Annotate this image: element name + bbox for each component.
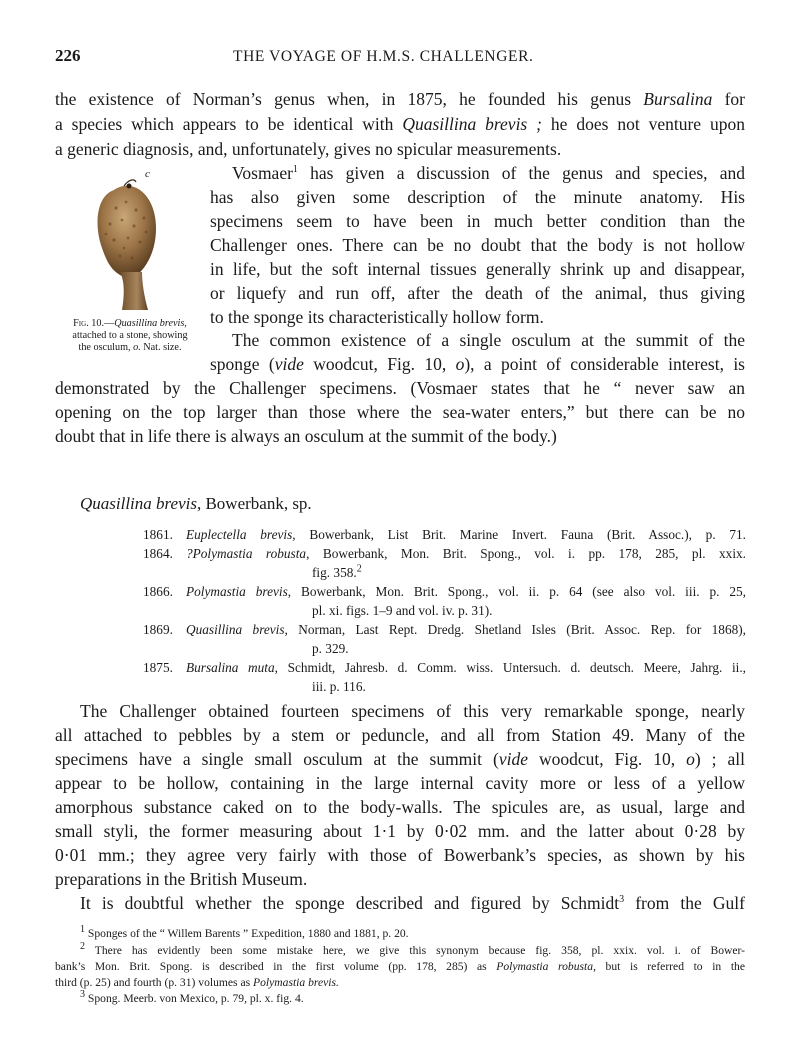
challenger-line-1: The Challenger obtained fourteen specimens of this very remarkable sponge, nearly xyxy=(80,701,745,721)
intro-line-1 xyxy=(55,87,745,111)
text: , Norman, Last Rept. Dredg. Shetland Isles (Brit. Assoc. Rep. for 1868), xyxy=(284,622,746,637)
synonym-year: 1875. xyxy=(143,660,173,675)
footnote-2-end xyxy=(55,975,339,991)
synonym-year: 1864. xyxy=(143,546,173,561)
osculum-line-2 xyxy=(210,352,745,376)
synonym-year: 1866. xyxy=(143,584,173,599)
text: fig. 358. xyxy=(312,565,357,580)
text: a species which appears to be identical with xyxy=(55,114,403,134)
species-name: Quasillina brevis xyxy=(80,494,197,513)
synonym-continuation: pl. xi. figs. 1–9 and vol. iv. p. 31). xyxy=(312,603,493,618)
footnote-ref-2: 2 xyxy=(356,563,362,575)
vosmaer-line-6: or liquefy and run off, after the death of the animal, thus giving xyxy=(210,283,745,303)
challenger-line-6: small styli, the former measuring about 1·1 by 0·02 mm. and the latter about 0·28 by xyxy=(55,821,745,841)
text: the existence of Norman’s genus when, in 1875, he founded his genus xyxy=(55,89,644,109)
text: o xyxy=(455,354,465,374)
text: , Bowerbank, Mon. Brit. Spong., vol. ii. p. 64 (see also vol. iii. p. 25, xyxy=(287,584,747,599)
text: There has evidently been some mistake here, we give this synonym because fig. 358, pl. xxix. vol. i. of Bower- xyxy=(85,944,745,957)
figure-10 xyxy=(70,168,200,318)
text: , Schmidt, Jahresb. d. Comm. wiss. Untersuch. d. deutsch. Meere, Jahrg. ii., xyxy=(274,660,746,675)
text: woodcut, Fig. 10, xyxy=(527,749,687,769)
footnote-1 xyxy=(80,926,409,942)
synonym-entry xyxy=(186,525,746,544)
synonym-entry xyxy=(186,544,746,563)
synonym-entry xyxy=(186,620,746,639)
intro-line-2 xyxy=(55,112,745,136)
text: he does not venture upon xyxy=(541,114,745,134)
text: Vosmaer xyxy=(232,163,293,183)
synonym-year: 1869. xyxy=(143,622,173,637)
text: Quasillina brevis xyxy=(186,622,285,637)
synonym-entry xyxy=(186,658,746,677)
vosmaer-line-3: specimens seem to have been in much better condition than the xyxy=(210,211,745,231)
text: the osculum, xyxy=(78,342,134,353)
text: , Bowerbank, sp. xyxy=(196,494,312,513)
footnote-number: 1 xyxy=(80,924,85,936)
species-heading xyxy=(80,492,312,516)
text: has given a discussion of the genus and species, and xyxy=(297,163,745,183)
synonym-year: 1861. xyxy=(143,527,173,542)
sponge-illustration xyxy=(70,168,200,318)
footnote-number: 2 xyxy=(80,941,85,953)
challenger-line-7: 0·01 mm.; they agree very fairly with those of Bowerbank’s species, as shown by his xyxy=(55,845,745,865)
text: Polymastia brevis xyxy=(186,584,288,599)
osculum-line-3: demonstrated by the Challenger specimens. (Vosmaer states that he “ never saw an xyxy=(55,378,745,398)
osculum-line-5: doubt that in life there is always an osculum at the summit of the body.) xyxy=(55,426,557,446)
text: It is doubtful whether the sponge described and figured by Schmidt xyxy=(80,893,620,913)
challenger-line-4: appear to be hollow, containing in the large internal cavity more or less of a yellow xyxy=(55,773,745,793)
text: ?Polymastia robusta xyxy=(186,546,307,561)
footnote-number: 3 xyxy=(80,989,85,1001)
vosmaer-line-7: to the sponge its characteristically hollow form. xyxy=(210,307,544,327)
osculum-line-1: The common existence of a single osculum at the summit of the xyxy=(232,330,745,350)
vosmaer-line-5: in life, but the soft internal tissues generally shrink up and disappear, xyxy=(210,259,745,279)
page-number: 226 xyxy=(55,46,81,65)
text: o. xyxy=(133,342,141,353)
text: woodcut, Fig. 10, xyxy=(303,354,456,374)
text: Fig. 10.— xyxy=(73,318,115,329)
species-name: Quasillina brevis ; xyxy=(402,114,542,134)
figure-caption-line-1 xyxy=(55,318,205,330)
text: Sponges of the “ Willem Barents ” Expedition, 1880 and 1881, p. 20. xyxy=(85,927,409,940)
text: Spong. Meerb. von Mexico, p. 79, pl. x. fig. 4. xyxy=(85,992,304,1005)
footnote-2-continued xyxy=(55,959,745,975)
challenger-line-2: all attached to pebbles by a stem or peduncle, and all from Station 49. Many of the xyxy=(55,725,745,745)
text: Polymastia brevis. xyxy=(253,976,339,989)
synonym-entry xyxy=(186,582,746,601)
synonym-continuation: p. 329. xyxy=(312,641,349,656)
text: ) ; all xyxy=(694,749,746,769)
text: , Bowerbank, List Brit. Marine Invert. Fauna (Brit. Assoc.), p. 71. xyxy=(292,527,746,542)
synonym-continuation: iii. p. 116. xyxy=(312,679,366,694)
text: Quasillina brevis, xyxy=(114,318,187,329)
text: , but is referred to in the xyxy=(593,960,745,973)
figure-label-c: c xyxy=(145,168,150,180)
text: Bursalina muta xyxy=(186,660,275,675)
genus-bursalina: Bursalina xyxy=(643,89,713,109)
figure-caption-line-2: attached to a stone, showing xyxy=(72,330,188,341)
text: o xyxy=(686,749,695,769)
text: vide xyxy=(274,354,304,374)
vosmaer-line-4: Challenger ones. There can be no doubt that the body is not hollow xyxy=(210,235,745,255)
intro-line-3: a generic diagnosis, and, unfortunately, gives no spicular measurements. xyxy=(55,139,562,159)
vosmaer-line-2: has also given some description of the minute anatomy. His xyxy=(210,187,745,207)
challenger-line-9 xyxy=(80,891,745,915)
challenger-line-8: preparations in the British Museum. xyxy=(55,869,308,889)
text: sponge ( xyxy=(210,354,275,374)
text: third (p. 25) and fourth (p. 31) volumes as xyxy=(55,976,254,989)
footnote-ref-1: 1 xyxy=(292,164,298,176)
text: from the Gulf xyxy=(624,893,745,913)
running-title: THE VOYAGE OF H.M.S. CHALLENGER. xyxy=(233,48,534,65)
vosmaer-line-1 xyxy=(232,161,745,185)
figure-caption-line-3 xyxy=(55,342,205,354)
text: ), a point of considerable interest, is xyxy=(464,354,745,374)
footnote-2 xyxy=(80,943,745,959)
text: specimens have a single small osculum at the summit ( xyxy=(55,749,499,769)
osculum-line-4: opening on the top larger than those where the sea-water enters,” but there can be no xyxy=(55,402,745,422)
challenger-line-5: amorphous substance caked on to the body-walls. The spicules are, as usual, large and xyxy=(55,797,745,817)
text: Polymastia robusta xyxy=(496,960,594,973)
challenger-line-3 xyxy=(55,747,745,771)
footnote-ref-3: 3 xyxy=(619,894,625,906)
footnote-3 xyxy=(80,991,304,1007)
synonym-continuation xyxy=(312,563,362,582)
text: for xyxy=(712,89,745,109)
text: , Bowerbank, Mon. Brit. Spong., vol. i. pp. 178, 285, pl. xxix. xyxy=(306,546,746,561)
text: Nat. size. xyxy=(140,342,182,353)
text: Euplectella brevis xyxy=(186,527,293,542)
text: vide xyxy=(498,749,528,769)
text: bank’s Mon. Brit. Spong. is described in the first volume (pp. 178, 285) as xyxy=(55,960,497,973)
